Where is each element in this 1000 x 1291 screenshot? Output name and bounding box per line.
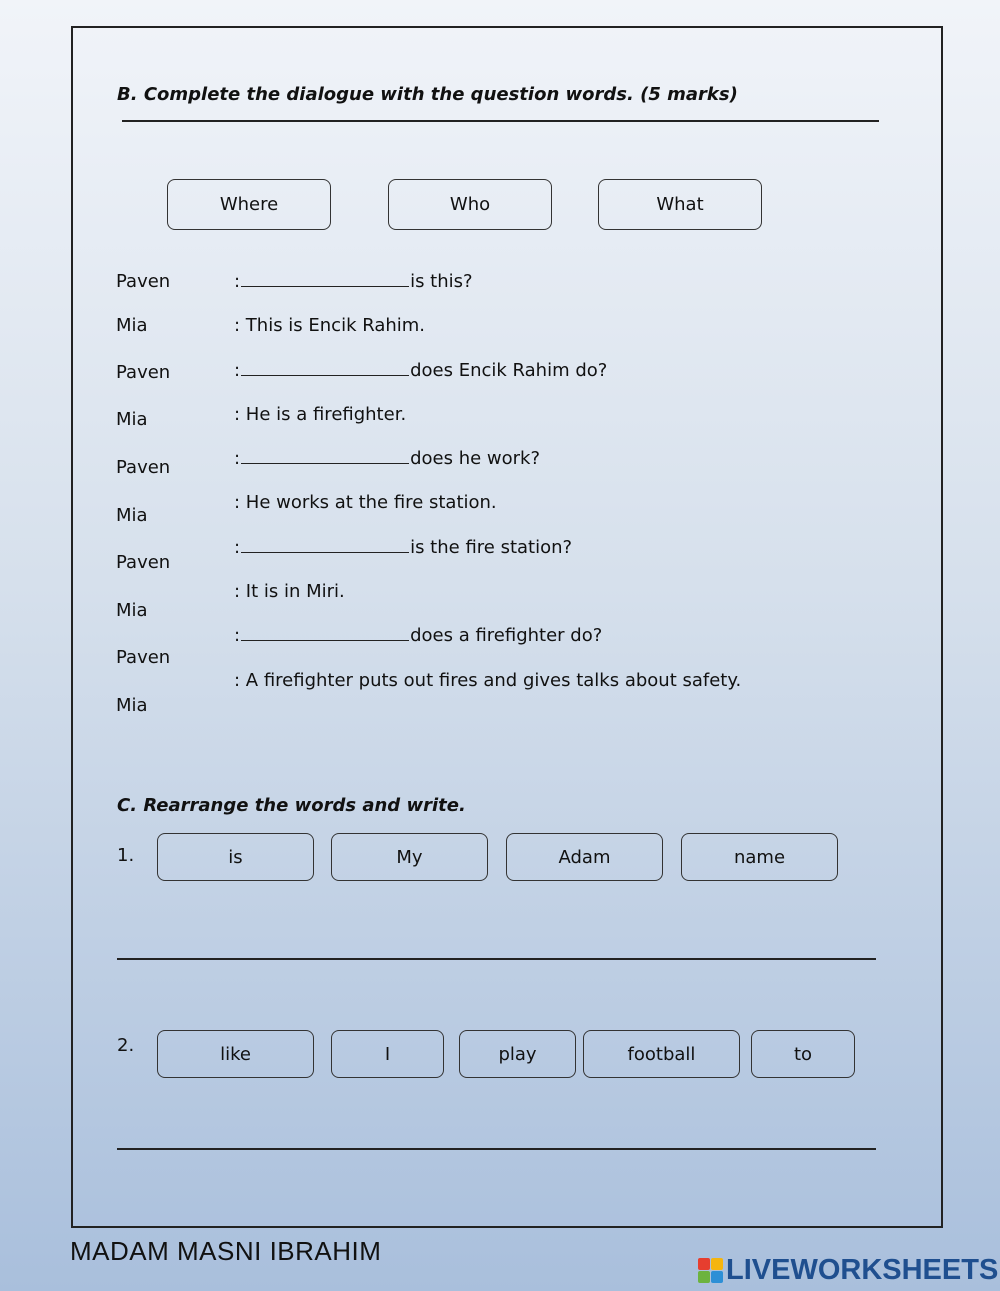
answer-blank[interactable] [241,538,409,553]
dialogue-line: : He is a firefighter. [234,404,407,425]
speaker-label: Mia [116,505,148,526]
word-tile[interactable]: Adam [506,833,663,881]
line-text: does he work? [410,448,541,469]
dialogue-line: : A firefighter puts out fires and gives talks about safety. [234,670,742,691]
colon: : [234,271,241,292]
speaker-label: Mia [116,409,148,430]
word-bank-what[interactable]: What [598,179,762,230]
answer-blank[interactable] [241,626,409,641]
liveworksheets-logo-icon [698,1258,723,1283]
answer-line-1[interactable] [117,958,876,960]
dialogue-line: : It is in Miri. [234,581,345,602]
section-b-heading: B. Complete the dialogue with the question words. (5 marks) [117,84,738,105]
word-tile[interactable]: name [681,833,838,881]
word-tile[interactable]: to [751,1030,855,1078]
word-tile[interactable]: is [157,833,314,881]
dialogue-line [234,625,602,646]
answer-blank[interactable] [241,449,409,464]
word-tile[interactable]: I [331,1030,444,1078]
speaker-label: Mia [116,695,148,716]
word-tile[interactable]: football [583,1030,740,1078]
colon: : [234,537,241,558]
dialogue-line: : This is Encik Rahim. [234,315,426,336]
liveworksheets-brand[interactable] [698,1254,998,1287]
line-text: does a firefighter do? [410,625,603,646]
speaker-label: Paven [116,271,171,292]
dialogue-line [234,537,572,558]
line-text: does Encik Rahim do? [410,360,608,381]
speaker-label: Mia [116,315,148,336]
dialogue-line [234,360,607,381]
speaker-label: Paven [116,362,171,383]
dialogue-line [234,448,540,469]
colon: : [234,625,241,646]
colon: : [234,360,241,381]
word-bank-where[interactable]: Where [167,179,331,230]
word-tile[interactable]: play [459,1030,576,1078]
speaker-label: Paven [116,647,171,668]
line-text: is this? [410,271,473,292]
heading-rule [122,120,879,122]
brand-text: LIVEWORKSHEETS [726,1254,999,1286]
answer-blank[interactable] [241,272,409,287]
question-number: 2. [117,1035,135,1056]
line-text: is the fire station? [410,537,573,558]
colon: : [234,448,241,469]
speaker-label: Paven [116,552,171,573]
word-tile[interactable]: My [331,833,488,881]
question-number: 1. [117,845,135,866]
section-c-heading: C. Rearrange the words and write. [117,795,466,816]
speaker-label: Mia [116,600,148,621]
speaker-label: Paven [116,457,171,478]
answer-blank[interactable] [241,361,409,376]
word-tile[interactable]: like [157,1030,314,1078]
author-name: MADAM MASNI IBRAHIM [70,1236,382,1266]
word-bank-who[interactable]: Who [388,179,552,230]
dialogue-line [234,271,473,292]
dialogue-line: : He works at the fire station. [234,492,497,513]
answer-line-2[interactable] [117,1148,876,1150]
